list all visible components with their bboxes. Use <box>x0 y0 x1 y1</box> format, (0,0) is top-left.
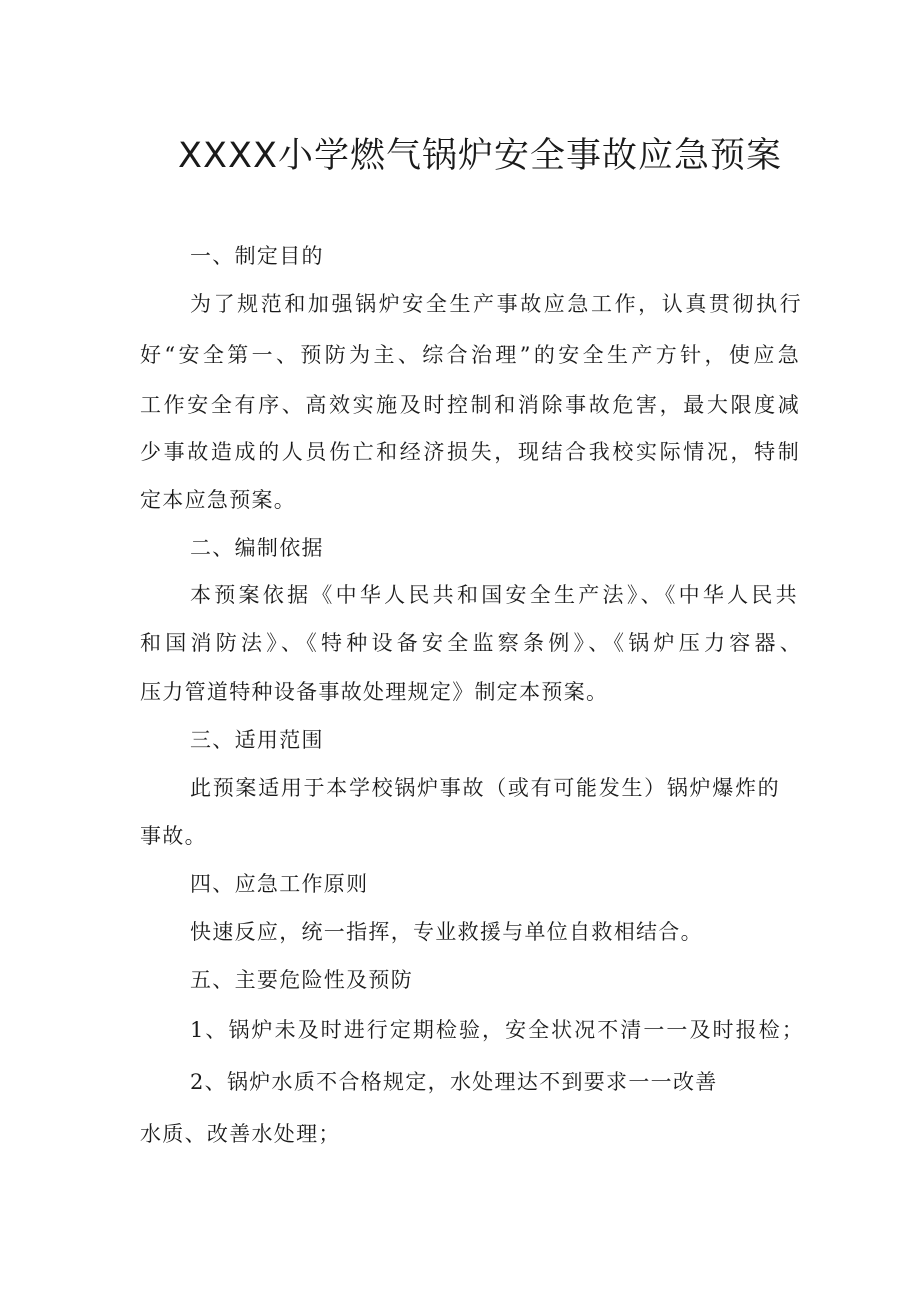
paragraph-line: 工作安全有序、高效实施及时控制和消除事故危害，最大限度减 <box>140 393 800 417</box>
paragraph-line: 为了规范和加强锅炉安全生产事故应急工作，认真贯彻执行 <box>190 292 802 316</box>
section-heading-purpose: 一、制定目的 <box>190 244 324 268</box>
paragraph-line: 2、锅炉水质不合格规定，水处理达不到要求一一改善 <box>190 1070 718 1094</box>
section-heading-scope: 三、适用范围 <box>190 728 324 752</box>
section-heading-basis: 二、编制依据 <box>190 536 324 560</box>
paragraph-line: 本预案依据《中华人民共和国安全生产法》、《中华人民共 <box>190 583 798 607</box>
paragraph-line: 此预案适用于本学校锅炉事故（或有可能发生）锅炉爆炸的 <box>190 776 780 800</box>
paragraph-line: 事故。 <box>140 824 207 848</box>
paragraph-line: 快速反应，统一指挥，专业救援与单位自救相结合。 <box>190 920 703 944</box>
paragraph-line: 1、锅炉未及时进行定期检验，安全状况不清一一及时报检； <box>190 1018 804 1042</box>
section-heading-principles: 四、应急工作原则 <box>190 872 369 896</box>
paragraph-line: 水质、改善水处理； <box>140 1122 341 1146</box>
section-heading-hazards: 五、主要危险性及预防 <box>190 968 413 992</box>
paragraph-line: 和国消防法》、《特种设备安全监察条例》、《锅炉压力容器、 <box>140 631 802 655</box>
paragraph-line: 好“安全第一、预防为主、综合治理”的安全生产方针，使应急 <box>140 343 800 367</box>
paragraph-line: 少事故造成的人员伤亡和经济损失，现结合我校实际情况，特制 <box>140 440 800 464</box>
document-title: XXXX小学燃气锅炉安全事故应急预案 <box>178 136 782 176</box>
paragraph-line: 压力管道特种设备事故处理规定》制定本预案。 <box>140 680 609 704</box>
paragraph-line: 定本应急预案。 <box>140 488 297 512</box>
